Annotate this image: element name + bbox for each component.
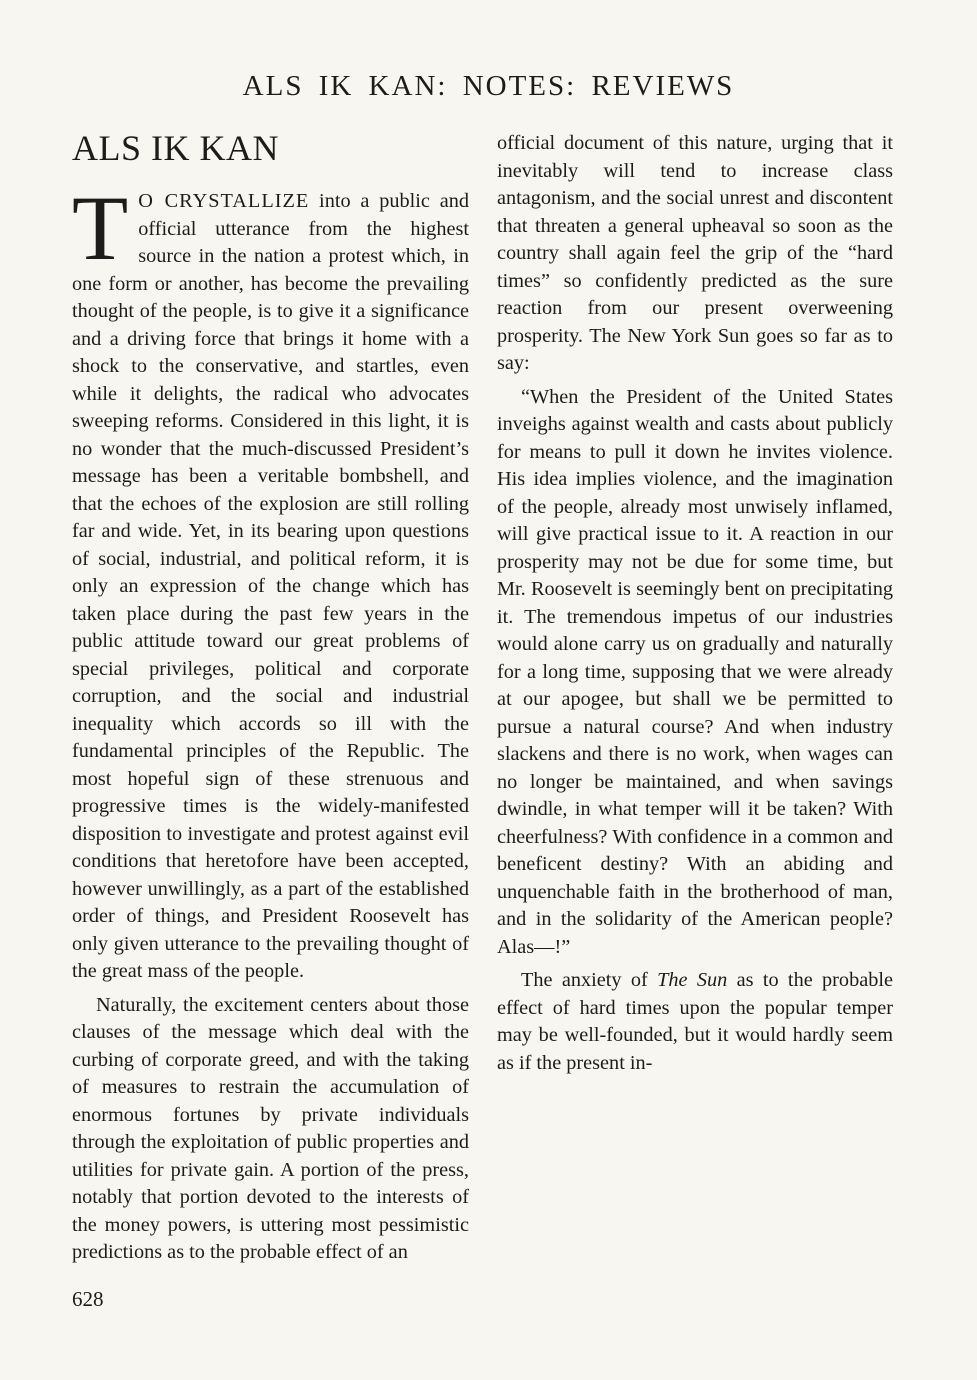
quotation [497,384,893,962]
paragraph-4 [497,967,893,1077]
left-column [72,128,469,1267]
article-title: ALS IK KAN [72,128,279,168]
opening-words: O CRYSTALLIZE [138,190,310,212]
paragraph-1 [72,177,470,986]
paragraph-2-text: Naturally, the excitement centers about those clauses of the message which deal with the curbing of corporate greed, and with the taking of measures to restrain the accumulation of enormous fortunes by private individuals through the exploitation of public properties and utilities for private gain. A portion of the press, notably that portion devoted to the interests of the money powers, is uttering most pessimistic predictions as to the probable effect of an [72,993,469,1263]
paragraph-2 [72,992,469,1267]
paragraph-2-overflow: official document of this nature, urging that it inevitably will tend to increase class antagonism, and the social unrest and discontent that threaten a general upheaval so soon as the country shall again feel the grip of the “hard times” so confidently predicted as the sure reaction from our present overweening prosperity. The New York [497,132,893,347]
paragraph-1-text: into a public and official utterance from the highest source in the nation a protest which, in one form or another, has become the prevailing thought of the people, is to give it a significance and a driving force that brings it home with a shock to the conservative, and startles, even while it delights, the radical who advocates sweeping reforms. Considered in this light, it is no wonder that the much-discussed President’s message has been a veritable bombshell, and that the echoes of the explosion are still rolling far and wide. Yet, in its bearing upon questions of social, industrial, and political reform, it is only an expression of the change which has taken place during the past few years in the public attitude toward our great problems of special privileges, political and corporate corruption, and the social and industrial inequality which accords so ill with the fundamental principles of the Republic. The most hopeful sign of these strenuous and progressive times is the widely-manifested disposition to investigate and protest against evil conditions that heretofore have been accepted, however unwillingly, as a part of the established order of things, and President Roosevelt has only given utterance to the prevailing thought of the great mass of the people. [72,190,470,982]
drop-cap: T [72,177,129,279]
the-sun-title: The Sun [657,969,728,991]
running-head: ALS IK KAN: NOTES: REVIEWS [242,70,735,102]
paragraph-2-end: goes so far as to say: [497,324,893,374]
quotation-text: “When the President of the United States inveighs against wealth and casts about publicly for means to pull it down he invites violence. His idea implies violence, and the imagination of the people, already most unwisely inflamed, will give practical issue to it. A reaction in our prosperity may not be due for some time, but Mr. Roosevelt is seemingly bent on precipitating it. The tremendous impetus of our industries would alone carry us on gradually and naturally for a long time, supposing that we were already at our apogee, but shall we be permitted to pursue a natural course? And when industry slackens and there is no work, when wages can no longer be maintained, and when savings dwindle, in what temper will it be taken? With cheerfulness? With confidence in a common and beneficent destiny? With an abiding and unquenchable faith in the brotherhood of man, and in the solidarity of the American people? Alas—!” [497,385,893,958]
right-column [497,130,893,1077]
paragraph-2-continued [497,130,893,378]
page-number: 628 [72,1287,104,1311]
sun-name: Sun [717,324,750,347]
paragraph-4-text: as to the probable effect of hard times upon the popular temper may be well-founded, but it would hardly seem as if the present in- [497,969,893,1074]
paragraph-4-start: The anxiety of [521,969,658,991]
